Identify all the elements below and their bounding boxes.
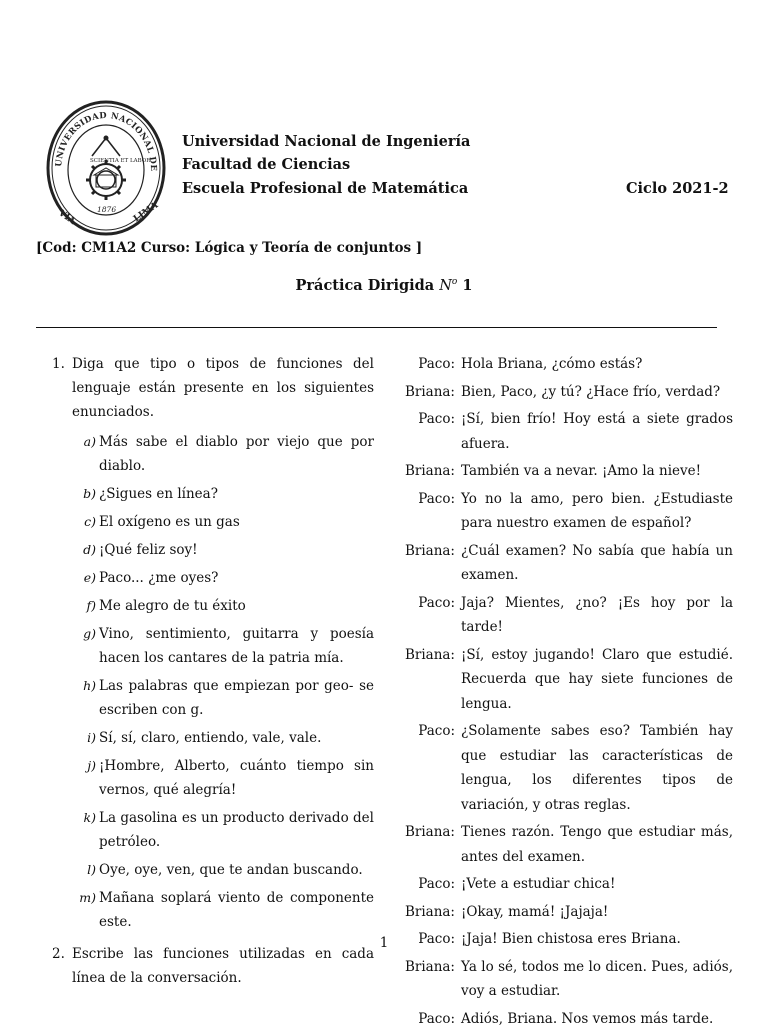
speaker: Paco: — [418, 1010, 455, 1027]
speaker: Paco: — [418, 356, 455, 372]
utterance: ¿Cuál examen? No sabía que había un examen. — [461, 542, 733, 583]
speaker: Paco: — [418, 723, 455, 739]
utterance: ¿Solamente sabes eso? También hay que estudiar las características de lengua, los diferentes tipos de variación, y otras reglas. — [461, 723, 733, 813]
speaker: Briana: — [404, 958, 455, 975]
title-text: Práctica Dirigida — [295, 277, 435, 294]
list-item: h) Las palabras que empiezan por geo- se escriben con g. — [83, 678, 374, 718]
utterance: Ya lo sé, todos me lo dicen. Pues, adiós, voy a estudiar. — [461, 958, 733, 999]
dialogue-line — [398, 1007, 733, 1032]
svg-text:UNIVERSIDAD NACIONAL DE INGENI: UNIVERSIDAD NACIONAL DE — [53, 109, 160, 172]
page-number: 1 — [379, 935, 389, 951]
divider — [36, 327, 717, 328]
dialogue-line — [398, 820, 733, 869]
utterance: ¡Okay, mamá! ¡Jajaja! — [461, 903, 609, 920]
speaker: Paco: — [418, 594, 455, 611]
university-name: Universidad Nacional de Ingeniería — [182, 133, 471, 150]
list-item: l) Oye, oye, ven, que te andan buscando. — [87, 862, 363, 878]
page-title — [0, 277, 768, 294]
list-item: e) Paco... ¿me oyes? — [83, 570, 219, 586]
speaker: Briana: — [404, 824, 455, 840]
course-code: [Cod: CM1A2 Curso: Lógica y Teoría de conjuntos ] — [36, 240, 423, 256]
dialogue-column — [398, 352, 733, 1034]
title-number-symbol: $N^o$ — [439, 277, 458, 294]
question-text: Diga que tipo o tipos de funciones del lenguaje están presente en los siguientes enunciados. — [72, 356, 374, 420]
list-item: d) ¡Qué feliz soy! — [83, 542, 198, 558]
list-item: c) El oxígeno es un gas — [84, 514, 240, 530]
question-1-items — [52, 430, 374, 934]
list-item: b) ¿Sigues en línea? — [83, 486, 218, 502]
list-item: k) La gasolina es un producto derivado del petróleo. — [83, 810, 374, 850]
speaker: Briana: — [404, 903, 455, 920]
question-number: 1. — [52, 356, 65, 372]
svg-text:SCIENTIA ET LABOR: SCIENTIA ET LABOR — [90, 158, 151, 164]
svg-text:VIA: VIA — [56, 208, 77, 227]
speaker: Briana: — [404, 646, 455, 663]
question-1 — [52, 352, 374, 424]
speaker: Paco: — [418, 490, 455, 507]
dialogue-line — [398, 487, 733, 536]
university-seal-icon — [44, 98, 168, 236]
cycle-label: Ciclo 2021-2 — [626, 180, 729, 197]
dialogue-line — [398, 643, 733, 717]
speaker: Briana: — [404, 463, 455, 479]
dialogue-line — [398, 407, 733, 456]
dialogue-line — [398, 539, 733, 588]
dialogue-line — [398, 719, 733, 817]
list-item: i) Sí, sí, claro, entiendo, vale, vale. — [87, 730, 322, 746]
speaker: Briana: — [404, 542, 455, 559]
school-name: Escuela Profesional de Matemática — [182, 180, 469, 197]
list-item: g) Vino, sentimiento, guitarra y poesía hacen los cantares de la patria mía. — [83, 626, 374, 666]
list-item: j) ¡Hombre, Alberto, cuánto tiempo sin vernos, qué alegría! — [87, 758, 374, 798]
utterance: Tienes razón. Tengo que estudiar más, antes del examen. — [461, 824, 733, 865]
utterance: Yo no la amo, pero bien. ¿Estudiaste para nuestro examen de español? — [461, 490, 733, 531]
dialogue-line — [398, 872, 733, 897]
utterance: También va a nevar. ¡Amo la nieve! — [461, 463, 702, 479]
svg-text:1876: 1876 — [97, 205, 117, 214]
speaker: Paco: — [418, 876, 455, 892]
list-item: a) Más sabe el diablo por viejo que por diablo. — [83, 434, 374, 474]
svg-text:LIMA: LIMA — [131, 200, 161, 225]
speaker: Paco: — [418, 411, 455, 427]
utterance: Hola Briana, ¿cómo estás? — [461, 356, 643, 372]
dialogue-line — [398, 380, 733, 405]
utterance: Adiós, Briana. Nos vemos más tarde. — [461, 1010, 714, 1027]
dialogue-line — [398, 352, 733, 377]
speaker: Paco: — [418, 931, 455, 947]
dialogue-line — [398, 459, 733, 484]
utterance: ¡Sí, estoy jugando! Claro que estudié. Recuerda que hay siete funciones de lengua. — [461, 646, 733, 712]
utterance: Jaja? Mientes, ¿no? ¡Es hoy por la tarde! — [461, 594, 733, 635]
utterance: Bien, Paco, ¿y tú? ¿Hace frío, verdad? — [461, 383, 721, 400]
dialogue-line — [398, 591, 733, 640]
question-number: 2. — [52, 946, 65, 962]
dialogue-line — [398, 900, 733, 925]
title-number: 1 — [462, 277, 473, 294]
question-text: Escribe las funciones utilizadas en cada línea de la conversación. — [72, 946, 374, 986]
list-item: m) Mañana soplará viento de componente este. — [79, 890, 374, 930]
speaker: Briana: — [404, 383, 455, 400]
list-item: f) Me alegro de tu éxito — [86, 598, 246, 614]
faculty-name: Facultad de Ciencias — [182, 156, 351, 173]
questions-column — [52, 352, 374, 990]
utterance: ¡Sí, bien frío! Hoy está a siete grados afuera. — [461, 411, 733, 452]
utterance: ¡Jaja! Bien chistosa eres Briana. — [461, 931, 681, 947]
utterance: ¡Vete a estudiar chica! — [461, 876, 616, 892]
dialogue-line — [398, 955, 733, 1004]
